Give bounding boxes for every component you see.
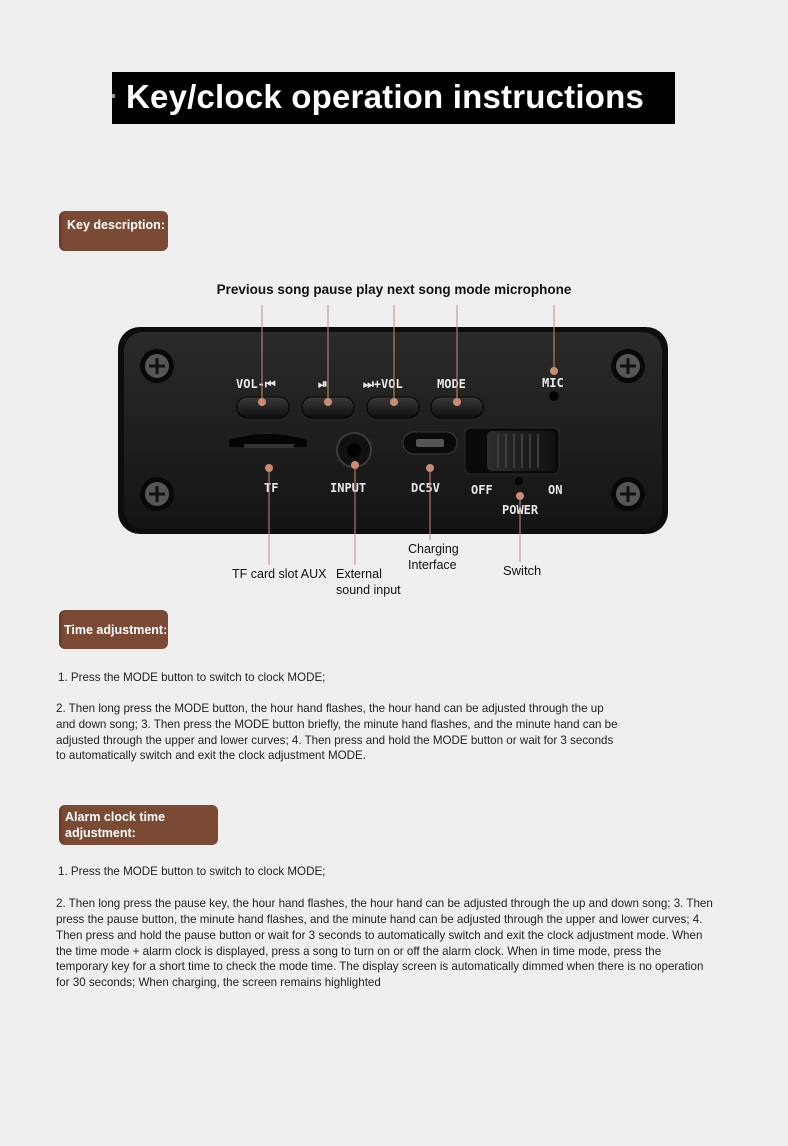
alarm-adjustment-label-2: adjustment: — [65, 826, 136, 840]
tf-slot-callout: TF card slot AUX — [232, 567, 327, 581]
tf-label: TF — [264, 481, 279, 495]
time-step-2-line-3: adjusted through the upper and lower curves; 4. Then press and hold the MODE button or wait for 3 seconds — [56, 734, 614, 747]
alarm-step-2-line-6: for 30 seconds; When charging, the screen remains highlighted — [56, 976, 381, 989]
charging-callout-2: Interface — [408, 558, 457, 572]
alarm-step-2-line-3: Then press and hold the pause button or wait for 3 seconds to automatically switch and exit the clock adjustment mode. When — [56, 929, 703, 942]
time-step-2-line-4: to automatically switch and exit the clock adjustment MODE. — [56, 749, 366, 762]
play-pause-label: ⏯ — [318, 377, 328, 391]
mic-label: MIC — [542, 376, 564, 390]
screw-icon — [611, 477, 645, 511]
screw-icon — [140, 349, 174, 383]
screw-icon — [611, 349, 645, 383]
device-panel-face — [124, 332, 662, 529]
vol-minus-label: VOL-⏮ — [236, 377, 276, 391]
external-input-callout-1: External — [336, 567, 382, 581]
dc5v-label: DC5V — [411, 481, 440, 495]
alarm-step-1: 1. Press the MODE button to switch to clock MODE; — [58, 865, 326, 878]
alarm-adjustment-label-1: Alarm clock time — [65, 810, 166, 824]
buttons-caption: Previous song pause play next song mode microphone — [216, 282, 572, 297]
vol-plus-label: ⏭+VOL — [363, 377, 403, 391]
key-description-label: Key description: — [67, 218, 165, 232]
time-step-2-line-1: 2. Then long press the MODE button, the hour hand flashes, the hour hand can be adjusted through the up — [56, 702, 604, 715]
alarm-step-2-line-5: temporary key for a short time to check the mode time. The display screen is automatically dimmed when there is no operation — [56, 960, 704, 973]
screw-icon — [140, 477, 174, 511]
aux-input-hole — [347, 443, 361, 457]
power-label: POWER — [502, 503, 539, 517]
mode-label: MODE — [437, 377, 466, 391]
alarm-step-2-line-2: press the pause button, the minute hand flashes, and the minute hand can be adjusted through the upper and lower curves; 4. — [56, 913, 703, 926]
usb-connector — [416, 439, 444, 447]
alarm-step-2-line-4: the time mode + alarm clock is displayed, press a song to turn on or off the alarm clock. When in time mode, press the — [56, 945, 662, 958]
alarm-step-2-line-1: 2. Then long press the pause key, the hour hand flashes, the hour hand can be adjusted through the up and down song; 3. Then — [56, 897, 713, 910]
microphone-hole — [549, 391, 559, 401]
off-label: OFF — [471, 483, 493, 497]
charging-callout-1: Charging — [408, 542, 459, 556]
tf-card-slot-inner — [244, 444, 294, 448]
alarm-adjustment-badge — [62, 805, 218, 845]
on-label: ON — [548, 483, 563, 497]
time-adjustment-label: Time adjustment: — [64, 623, 168, 637]
page-title: Key/clock operation instructions — [126, 78, 645, 115]
power-led — [515, 477, 523, 485]
time-step-2-line-2: and down song; 3. Then press the MODE button briefly, the minute hand flashes, and the minute hand can be — [56, 718, 618, 731]
time-step-1: 1. Press the MODE button to switch to clock MODE; — [58, 671, 326, 684]
external-input-callout-2: sound input — [336, 583, 401, 597]
input-label: INPUT — [330, 481, 367, 495]
time-adjustment-badge — [62, 610, 168, 649]
switch-callout: Switch — [503, 563, 542, 578]
